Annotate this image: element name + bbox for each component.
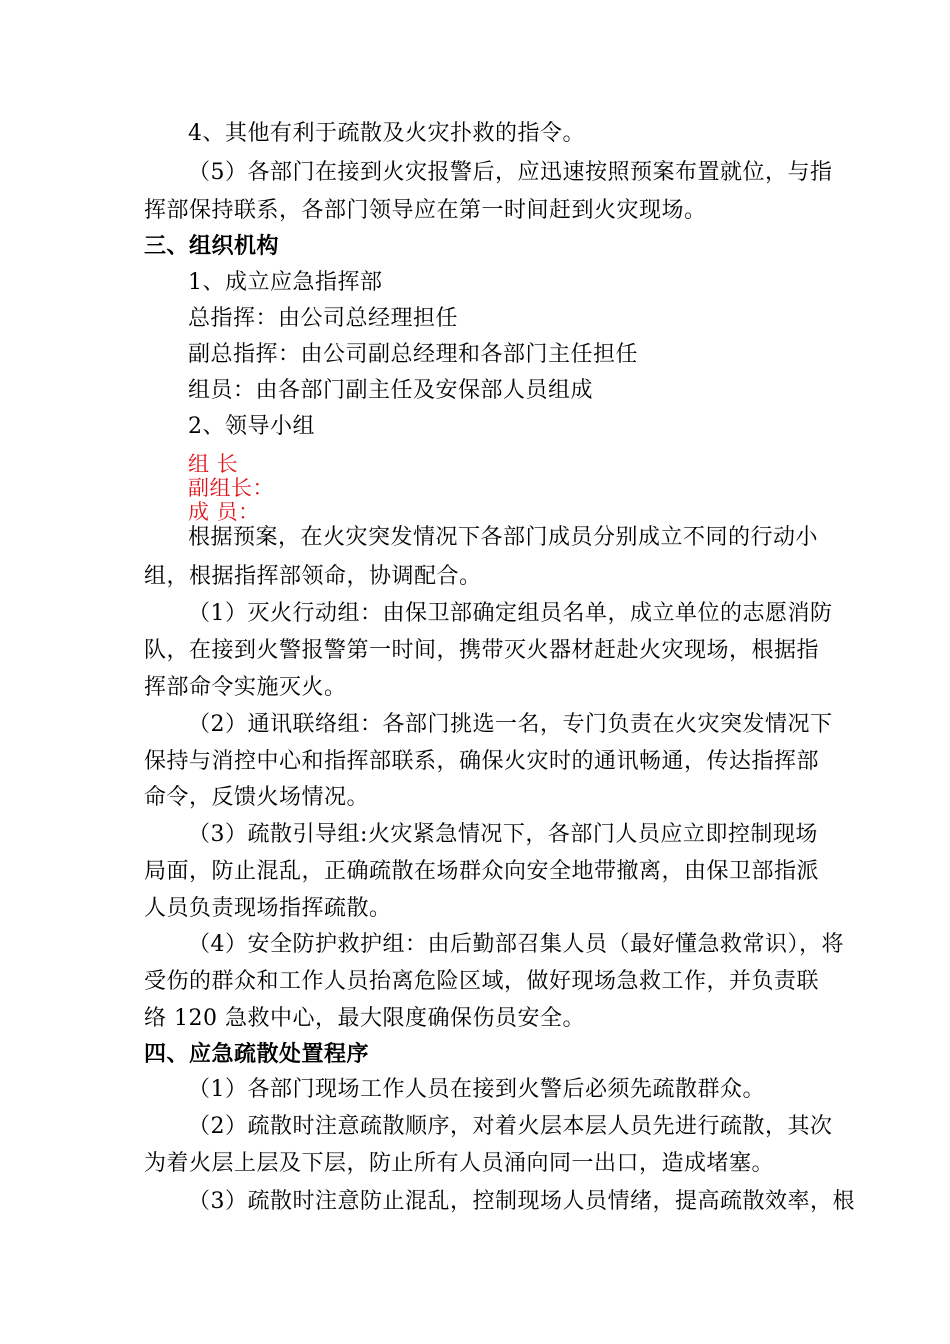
text-line: （3）疏散引导组:火灾紧急情况下，各部门人员应立即控制现场: [188, 822, 818, 847]
text-line: 根据预案，在火灾突发情况下各部门成员分别成立不同的行动小: [188, 525, 819, 550]
text-line: 队，在接到火警报警第一时间，携带灭火器材赶赴火灾现场，根据指: [144, 638, 820, 663]
text-line: （1）灭火行动组：由保卫部确定组员名单，成立单位的志愿消防: [188, 601, 833, 626]
text-line: 受伤的群众和工作人员抬离危险区域，做好现场急救工作，并负责联: [144, 969, 820, 994]
text-line: （3）疏散时注意防止混乱，控制现场人员情绪，提高疏散效率，根: [188, 1189, 855, 1214]
text-line: 人员负责现场指挥疏散。: [144, 896, 392, 921]
text-line: 挥部命令实施灭火。: [144, 675, 347, 700]
section-heading: 四、应急疏散处置程序: [144, 1042, 370, 1067]
text-line: 组，根据指挥部领命，协调配合。: [144, 564, 482, 589]
text-line: 络 120 急救中心，最大限度确保伤员安全。: [144, 1006, 585, 1031]
text-line: （2）疏散时注意疏散顺序，对着火层本层人员先进行疏散，其次: [188, 1114, 833, 1139]
text-line: 挥部保持联系，各部门领导应在第一时间赶到火灾现场。: [144, 198, 707, 223]
deputy-leader-label: 副组长：: [188, 476, 274, 500]
text-line: 局面，防止混乱，正确疏散在场群众向安全地带撤离，由保卫部指派: [144, 859, 820, 884]
text-line: 4、其他有利于疏散及火灾扑救的指令。: [188, 121, 585, 146]
text-line: 总指挥：由公司总经理担任: [188, 306, 459, 331]
text-line: 1、成立应急指挥部: [188, 270, 383, 295]
text-line: 保持与消控中心和指挥部联系，确保火灾时的通讯畅通，传达指挥部: [144, 749, 820, 774]
section-heading: 三、组织机构: [144, 234, 280, 259]
text-line: 2、领导小组: [188, 414, 315, 439]
text-line: （1）各部门现场工作人员在接到火警后必须先疏散群众。: [188, 1077, 765, 1102]
leader-label: 组 长: [188, 452, 239, 476]
text-line: （2）通讯联络组：各部门挑选一名，专门负责在火灾突发情况下: [188, 712, 833, 737]
text-line: 为着火层上层及下层，防止所有人员涌向同一出口，造成堵塞。: [144, 1151, 775, 1176]
text-line: 组员：由各部门副主任及安保部人员组成: [188, 378, 594, 403]
text-line: （4）安全防护救护组：由后勤部召集人员（最好懂急救常识），将: [188, 932, 844, 957]
member-label: 成 员：: [188, 500, 260, 524]
text-line: （5）各部门在接到火灾报警后，应迅速按照预案布置就位，与指: [188, 160, 833, 185]
text-line: 命令，反馈火场情况。: [144, 785, 370, 810]
text-line: 副总指挥：由公司副总经理和各部门主任担任: [188, 342, 639, 367]
